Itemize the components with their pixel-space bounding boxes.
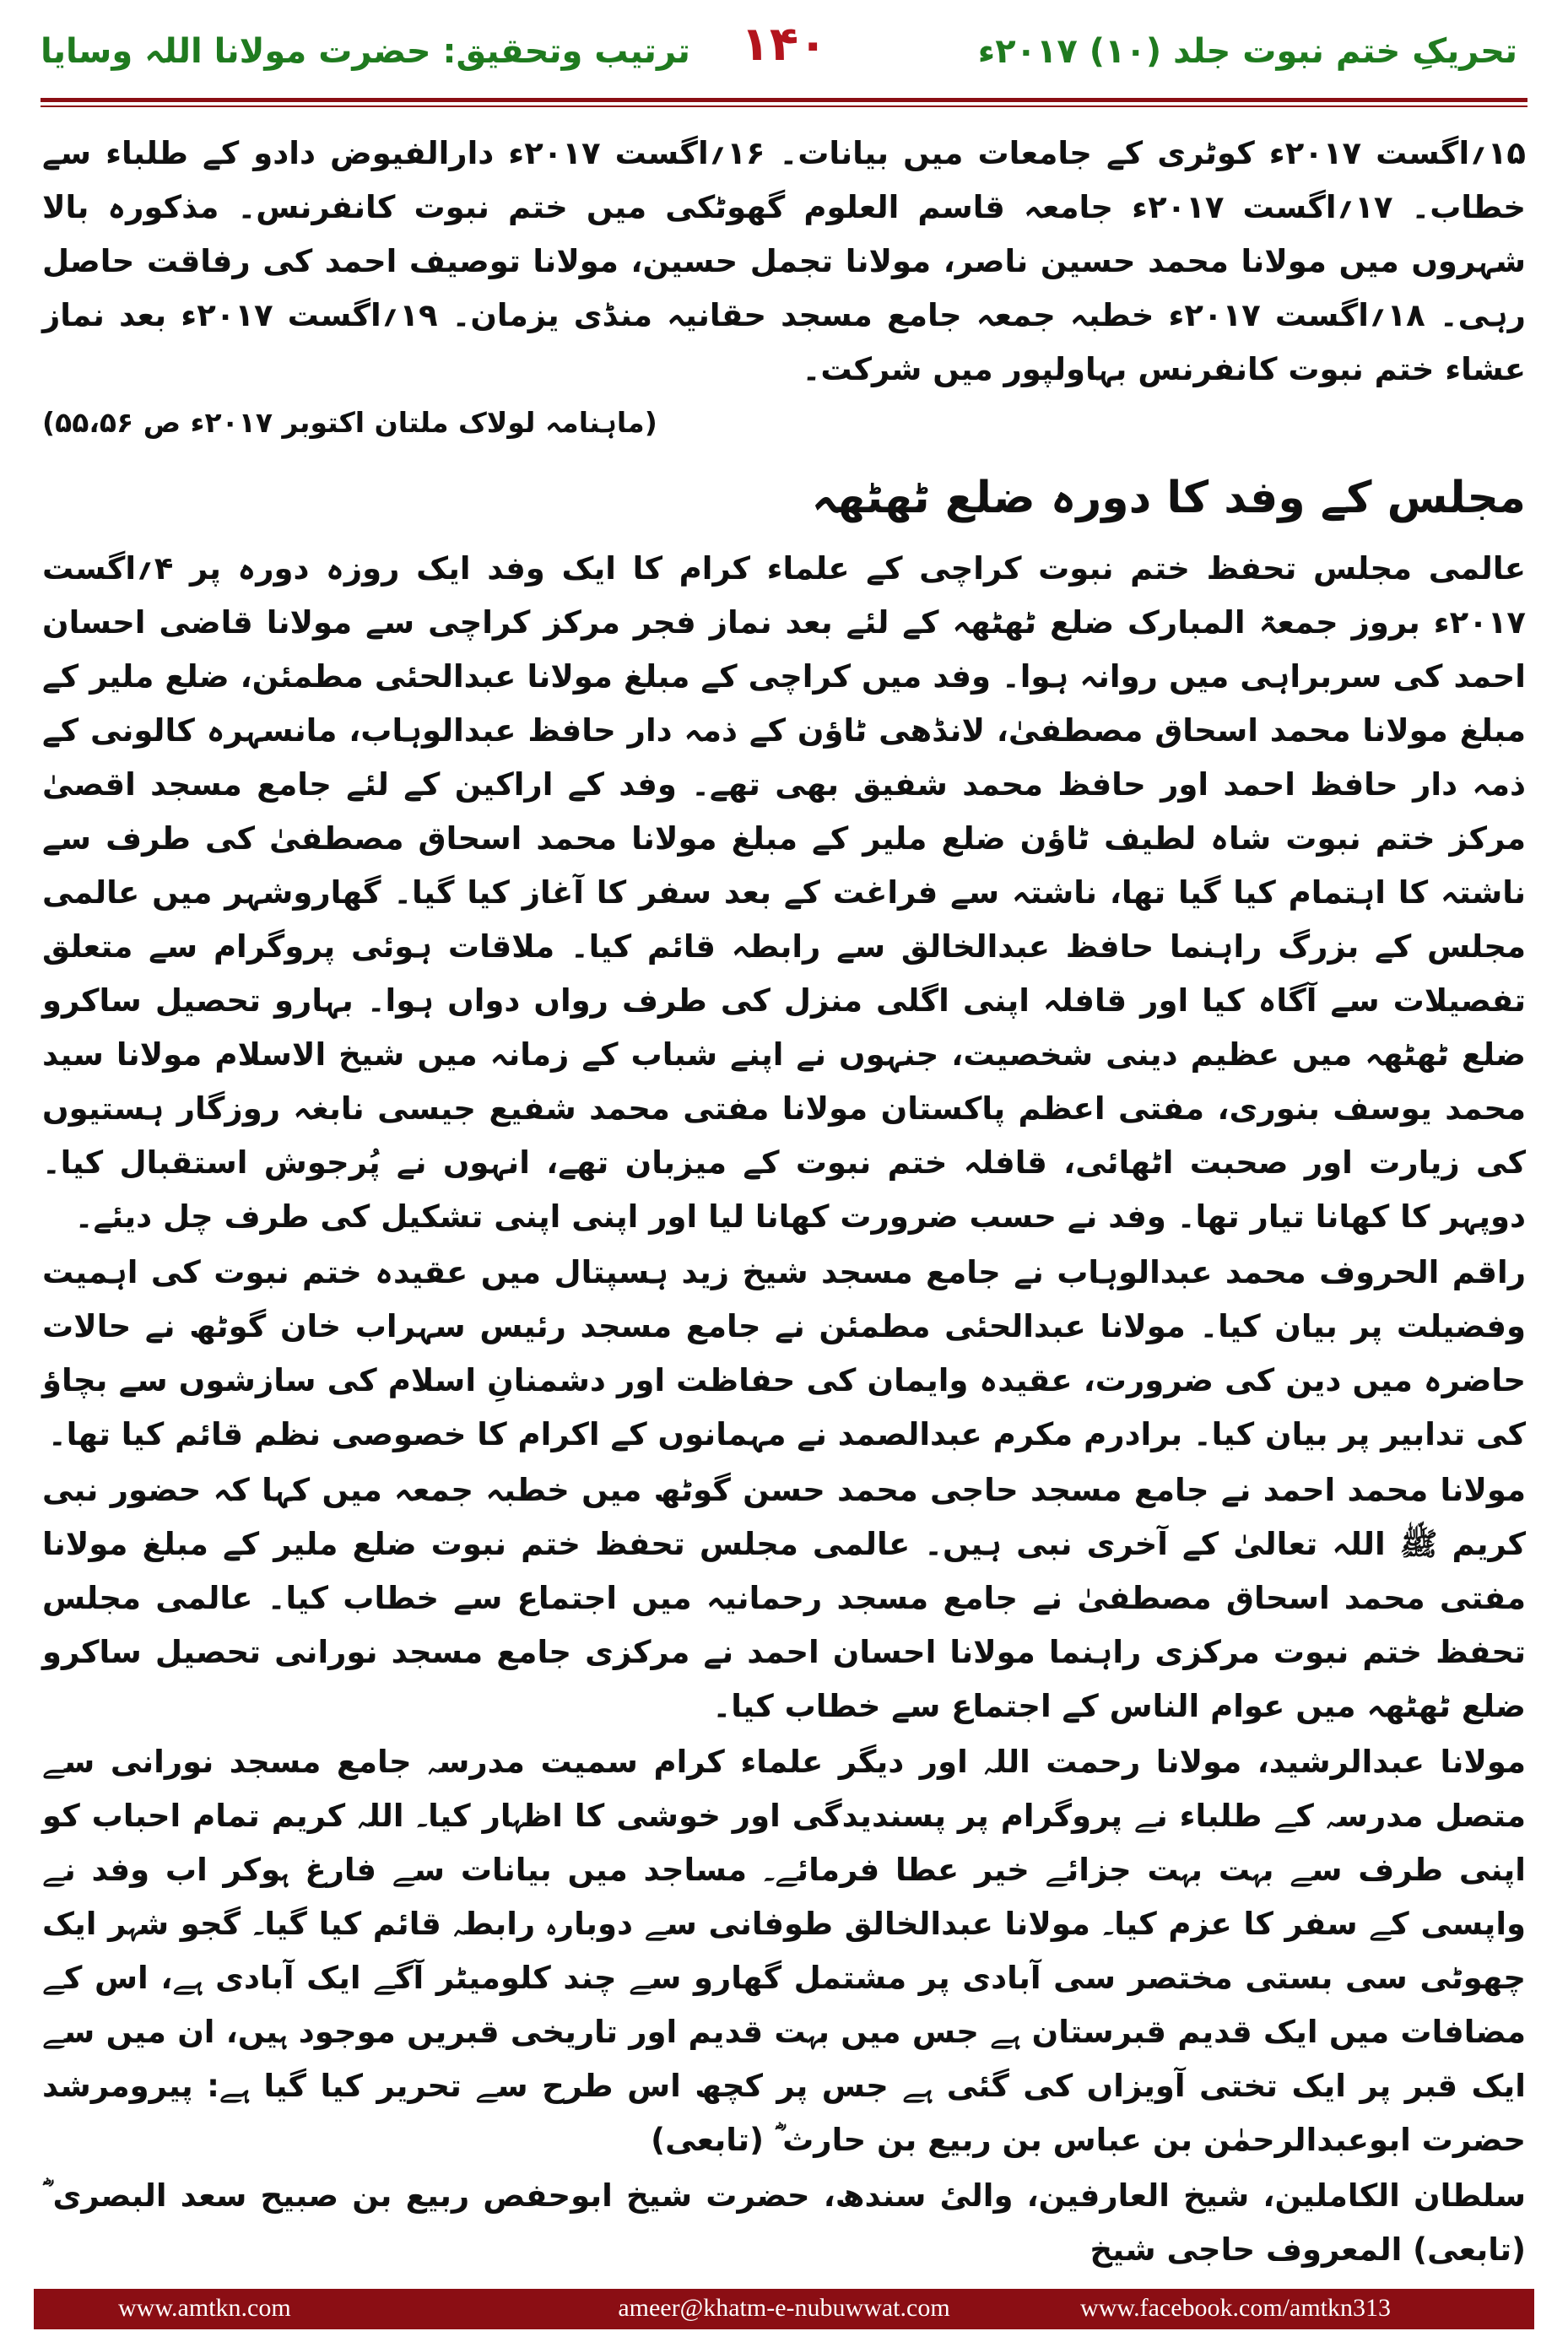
page-number: ۱۴۰ <box>740 17 828 72</box>
paragraph: عالمی مجلس تحفظ ختم نبوت کراچی کے علماء کرام کا ایک وفد ایک روزہ دورہ پر ۴؍اگست ۲۰۱۷ء بروز جمعۃ المبارک ضلع ٹھٹھہ کے لئے بعد نماز فجر مرکز کراچی سے مولانا قاضی احسان احمد کی سربراہی میں روانہ ہوا۔ وفد میں کراچی کے مبلغ مولانا عبدالحئی مطمئن، ضلع ملیر کے مبلغ مولانا محمد اسحاق مصطفیٰ، لانڈھی ٹاؤن کے ذمہ دار حافظ عبدالوہاب، مانسہرہ کالونی کے ذمہ دار حافظ احمد اور حافظ محمد شفیق بھی تھے۔ وفد کے اراکین کے لئے جامع مسجد اقصیٰ مرکز ختم نبوت شاہ لطیف ٹاؤن ضلع ملیر کے مبلغ مولانا محمد اسحاق مصطفیٰ کی طرف سے ناشتہ کا اہتمام کیا گیا تھا، ناشتہ سے فراغت کے بعد سفر کا آغاز کیا گیا۔ گھاروشہر میں عالمی مجلس کے بزرگ راہنما حافظ عبدالخالق سے رابطہ قائم کیا۔ ملاقات ہوئی پروگرام سے متعلق تفصیلات سے آگاہ کیا اور قافلہ اپنی اگلی منزل کی طرف رواں دواں ہوا۔ بہارو تحصیل ساکرو ضلع ٹھٹھہ میں عظیم دینی شخصیت، جنہوں نے اپنے شباب کے زمانہ میں شیخ الاسلام مولانا سید محمد یوسف بنوری، مفتی اعظم پاکستان مولانا مفتی محمد شفیع جیسی نابغہ روزگار ہستیوں کی زیارت اور صحبت اٹھائی، قافلہ ختم نبوت کے میزبان تھے، انہوں نے پُرجوش استقبال کیا۔ دوپہر کا کھانا تیار تھا۔ وفد نے حسب ضرورت کھانا لیا اور اپنی اپنی تشکیل کی طرف چل دیئے۔ <box>42 550 1526 1235</box>
page-body <box>42 127 1526 2268</box>
paragraph: مولانا عبدالرشید، مولانا رحمت اللہ اور دیگر علماء کرام سمیت مدرسہ جامع مسجد نورانی سے متصل مدرسہ کے طلباء نے پروگرام پر پسندیدگی اور خوشی کا اظہار کیا۔ اللہ کریم تمام احباب کو اپنی طرف سے بہت بہت جزائے خیر عطا فرمائے۔ مساجد میں بیانات سے فارغ ہوکر اب وفد نے واپسی کے سفر کا عزم کیا۔ مولانا عبدالخالق طوفانی سے دوبارہ رابطہ قائم کیا گیا۔ گجو شہر ایک چھوٹی سی بستی مختصر سی آبادی پر مشتمل گھارو سے چند کلومیٹر آگے ایک آبادی ہے، اس کے مضافات میں ایک قدیم قبرستان ہے جس میں بہت قدیم اور تاریخی قبریں موجود ہیں، ان میں سے ایک قبر پر ایک تختی آویزاں کی گئی ہے جس پر کچھ اس طرح سے تحریر کیا گیا ہے: پیرومرشد حضرت ابوعبدالرحمٰن بن عباس بن ربیع بن حارث ؓ (تابعی) <box>42 1744 1526 2158</box>
paragraph: راقم الحروف محمد عبدالوہاب نے جامع مسجد شیخ زید ہسپتال میں عقیدہ ختم نبوت کی اہمیت وفضیلت پر بیان کیا۔ مولانا عبدالحئی مطمئن نے جامع مسجد رئیس سہراب خان گوٹھ نے حالات حاضرہ میں دین کی ضرورت، عقیدہ وایمان کی حفاظت اور دشمنانِ اسلام کی سازشوں سے بچاؤ کی تدابیر پر بیان کیا۔ برادرم مکرم عبدالصمد نے مہمانوں کے اکرام کا خصوصی نظم قائم کیا تھا۔ <box>42 1254 1526 1452</box>
compiler-credit: ترتیب وتحقیق: حضرت مولانا اللہ وسایا <box>41 32 690 71</box>
paragraph: مولانا محمد احمد نے جامع مسجد حاجی محمد حسن گوٹھ میں خطبہ جمعہ میں کہا کہ حضور نبی کریم ﷺ اللہ تعالیٰ کے آخری نبی ہیں۔ عالمی مجلس تحفظ ختم نبوت ضلع ملیر کے مبلغ مولانا مفتی محمد اسحاق مصطفیٰ نے جامع مسجد رحمانیہ میں اجتماع سے خطاب کیا۔ عالمی مجلس تحفظ ختم نبوت مرکزی راہنما مولانا احسان احمد نے مرکزی جامع مسجد نورانی تحصیل ساکرو ضلع ٹھٹھہ میں عوام الناس کے اجتماع سے خطاب کیا۔ <box>42 1472 1526 1724</box>
footer-email-link[interactable]: ameer@khatm-e-nubuwwat.com <box>618 2294 950 2322</box>
header-divider <box>41 98 1527 102</box>
footer-website-link[interactable]: www.amtkn.com <box>118 2294 291 2322</box>
footer-facebook-link[interactable]: www.facebook.com/amtkn313 <box>1080 2294 1391 2322</box>
book-title: تحریکِ ختم نبوت جلد (۱۰) ۲۰۱۷ء <box>977 32 1517 71</box>
header-divider-thin <box>41 105 1527 107</box>
paragraph-intro: ۱۵؍اگست ۲۰۱۷ء کوٹری کے جامعات میں بیانات۔ ۱۶؍اگست ۲۰۱۷ء دارالفیوض دادو کے طلباء سے خطاب۔ ۱۷؍اگست ۲۰۱۷ء جامعہ قاسم العلوم گھوٹکی میں ختم نبوت کانفرنس۔ مذکورہ بالا شہروں میں مولانا محمد حسین ناصر، مولانا تجمل حسین، مولانا توصیف احمد کی رفاقت حاصل رہی۔ ۱۸؍اگست ۲۰۱۷ء خطبہ جمعہ جامع مسجد حقانیہ منڈی یزمان۔ ۱۹؍اگست ۲۰۱۷ء بعد نماز عشاء ختم نبوت کانفرنس بہاولپور میں شرکت۔ <box>42 135 1526 387</box>
paragraph: سلطان الکاملین، شیخ العارفین، والیٔ سندھ، حضرت شیخ ابوحفص ربیع بن صبیح سعد البصری ؓ (تابعی) المعروف حاجی شیخ <box>42 2177 1526 2268</box>
section-heading: مجلس کے وفد کا دورہ ضلع ٹھٹھہ <box>811 473 1526 523</box>
source-citation: (ماہنامہ لولاک ملتان اکتوبر ۲۰۱۷ء ص ۵۵،۵۶) <box>42 406 657 439</box>
page-header <box>0 0 1568 110</box>
